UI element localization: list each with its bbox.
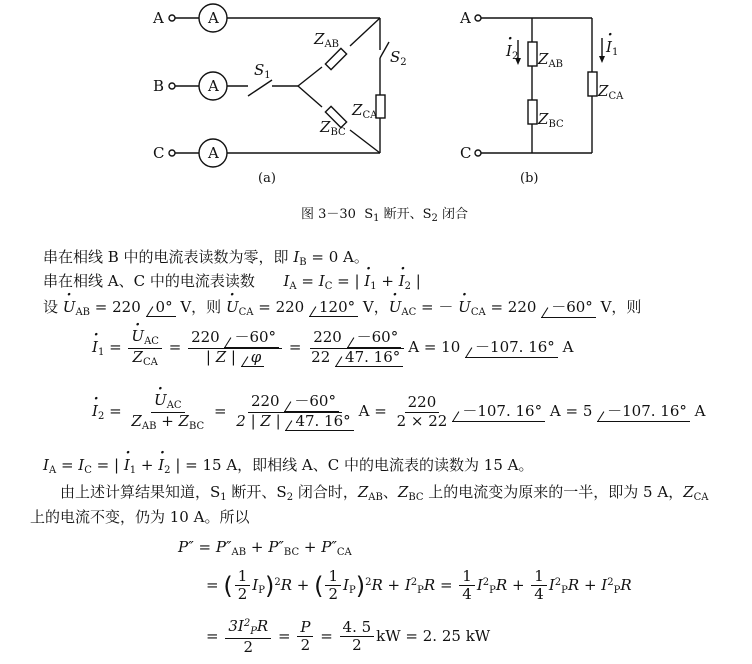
current-i2-label: $I \cdot_2$ xyxy=(506,42,518,62)
terminal-b-c-label: C xyxy=(460,144,472,162)
impedance-b-bc xyxy=(528,100,537,124)
ammeter-c-label: A xyxy=(208,144,219,162)
text-line-4: $I_A = I_C$ = | $I \cdot_1 + I \cdot_2$ | = 15 A，即相线 A、C 中的电流表的读数为 15 A。 xyxy=(43,454,533,476)
impedance-b-ca-label: $Z_{CA}$ xyxy=(598,82,624,102)
power-eq-3: = $\frac{3I^2_PR}{2}$ = $\frac{P}{2}$ = $\frac{4. 5}{2}$ kW = 2. 25 kW xyxy=(206,617,491,656)
terminal-a-label: A xyxy=(153,9,164,27)
switch-s2-label: $S_2$ xyxy=(390,48,407,68)
figure-caption: 图 3－30 $S_1$ 断开、$S_2$ 闭合 xyxy=(301,207,469,224)
text-line-2: 串在相线 A、C 中的电流表读数 $I_A = I_C$ = | $I \cdot_1 + I \cdot_2$ | xyxy=(43,270,421,292)
text-line-5: 由上述计算结果知道，$S_1$ 断开、$S_2$ 闭合时，$Z_{AB}$、$Z_{BC}$ 上的电流变为原来的一半，即为 5 A，$Z_{CA}$ xyxy=(60,483,709,503)
ammeter-b-label: A xyxy=(208,77,219,95)
impedance-ca-label: $Z_{CA}$ xyxy=(352,101,378,121)
panel-a-wires xyxy=(169,15,389,156)
text-line-6: 上的电流不变，仍为 10 A。所以 xyxy=(30,508,250,526)
impedance-b-ab-label: $Z_{AB}$ xyxy=(538,50,564,70)
switch-s1-label: $S_1$ xyxy=(254,61,271,81)
panel-b-wires xyxy=(475,15,592,156)
impedance-b-bc-label: $Z_{BC}$ xyxy=(538,110,564,130)
impedance-ab-label: $Z_{AB}$ xyxy=(314,30,340,50)
panel-a-label: (a) xyxy=(258,171,276,186)
power-eq-2: = ( $\frac{1}{2}$ $I_P)^2R$ + ( $\frac{1}{2}$ $I_P)^2R + I^2_PR$ = $\frac{1}{4}$ $I^2_PR$ + $\frac{1}{4}$ $I^2_PR + I^2_PR$ xyxy=(206,567,632,604)
impedance-bc-label: $Z_{BC}$ xyxy=(320,118,346,138)
text-line-1: 串在相线 B 中的电流表读数为零，即 $I_B = 0$ A。 xyxy=(43,248,369,268)
equation-i2: $I \cdot_2$ = $\frac{U \cdot_{AC}}{Z_{AB} + Z_{BC}}$ = $\frac{220 -60^\circ}{2 | Z | 47. 16^\circ}$ A = $\frac{220}{2 \times 22}$ －107. 16° A = 5 －107. 16° A xyxy=(92,392,706,432)
impedance-b-ab xyxy=(528,42,537,66)
impedance-ab xyxy=(325,48,346,69)
terminal-b-label: B xyxy=(153,77,165,95)
text-line-3: 设 $U \cdot_{AB} = 220$ 0° V，则 $U \cdot_{CA} = 220$ 120° V，$U \cdot_{AC}$ = － $U \cdot_{CA} = 220 -60^\circ$ V，则 xyxy=(43,296,641,318)
panel-b-label: (b) xyxy=(520,171,539,186)
terminal-b-a-label: A xyxy=(460,9,471,27)
equation-i1: $I \cdot_1$ = $\frac{U \cdot_{AC}}{Z_{CA}}$ = $\frac{220 -60^\circ}{| Z | \varphi}$ = $\frac{220 -60^\circ}{22 47. 16^\circ}$ A = 10 －107. 16° A xyxy=(92,328,573,368)
power-eq-1: $P'' = P''_{AB} + P''_{BC} + P''_{CA}$ xyxy=(178,538,352,558)
impedance-b-ca xyxy=(588,72,597,96)
terminal-c-label: C xyxy=(153,144,165,162)
current-i1-label: $I \cdot_1$ xyxy=(606,38,618,58)
impedance-ca xyxy=(376,95,385,118)
ammeter-a-label: A xyxy=(208,9,219,27)
